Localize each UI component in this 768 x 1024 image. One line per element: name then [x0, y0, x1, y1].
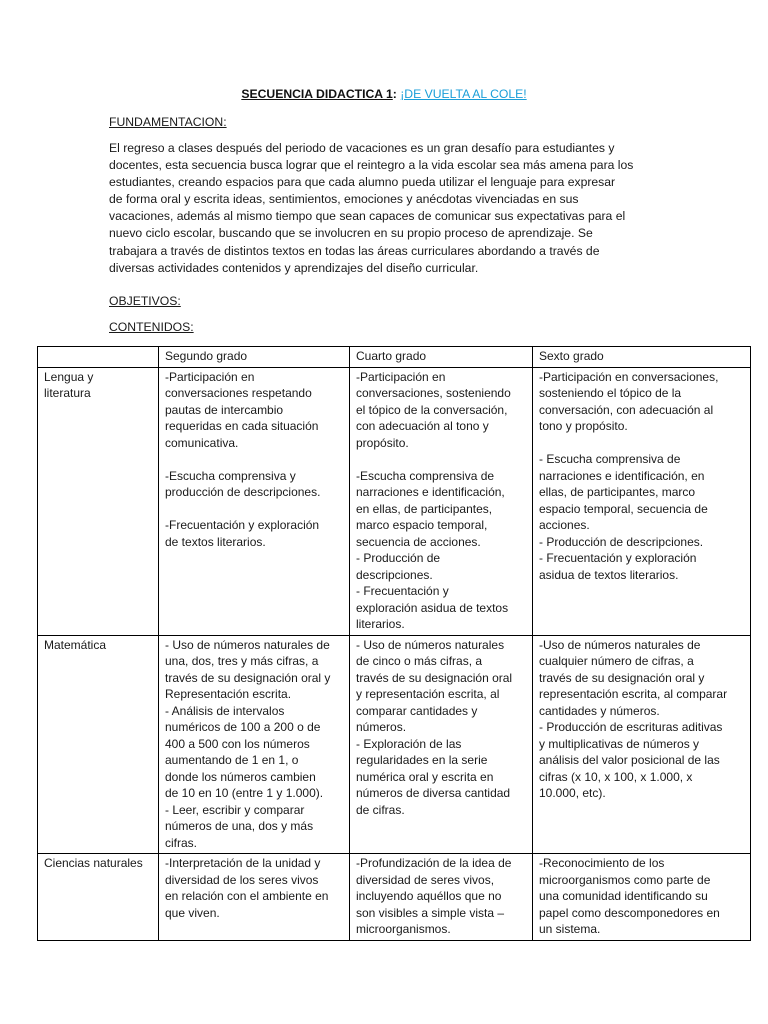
- cell-line: literatura: [44, 386, 91, 400]
- grade-cell-cuarto: [350, 367, 533, 635]
- content-item: [539, 719, 745, 802]
- cell-line: -Frecuentación y exploración: [165, 518, 320, 532]
- paragraph-line: diversas actividades contenidos y aprendizajes del diseño curricular.: [109, 260, 479, 275]
- cell-line: pautas de intercambio: [165, 402, 284, 417]
- grade-cell-cuarto: [350, 854, 533, 941]
- cell-line: ellas, de participantes, marco: [539, 485, 696, 499]
- cell-line: asidua de textos literarios.: [539, 567, 679, 582]
- header-cell-grade: Sexto grado: [533, 347, 751, 368]
- paragraph-line: de forma oral y escrita ideas, sentimientos, emociones y anécdotas vivenciadas en sus: [109, 192, 579, 207]
- cell-line: - Leer, escribir y comparar: [165, 802, 305, 817]
- cell-line: diversidad de los seres vivos: [165, 872, 319, 887]
- cell-line: acciones.: [539, 518, 590, 532]
- content-item: [539, 534, 745, 551]
- cell-line: -Participación en conversaciones,: [539, 369, 719, 384]
- cell-line: conversaciones, sosteniendo: [356, 386, 511, 400]
- cell-line: incluyendo aquéllos que no: [356, 889, 502, 903]
- cell-line: tono y propósito.: [539, 419, 628, 433]
- cell-line: de cifras.: [356, 802, 405, 817]
- cell-line: través de su designación oral y: [539, 670, 705, 685]
- content-item: [165, 703, 344, 802]
- content-item: [165, 855, 344, 921]
- cell-line: -Participación en: [356, 369, 446, 384]
- cell-line: - Uso de números naturales: [356, 637, 505, 652]
- document-title: [0, 86, 768, 102]
- area-cell: [38, 367, 159, 635]
- cell-line: de 10 en 10 (entre 1 y 1.000).: [165, 786, 324, 800]
- fundamentacion-paragraph: [109, 140, 669, 277]
- cell-line: marco espacio temporal,: [356, 518, 488, 532]
- cell-line: producción de descripciones.: [165, 485, 321, 499]
- content-item: [356, 468, 527, 551]
- grade-cell-sexto: [533, 367, 751, 635]
- paragraph-line: trabajara a través de distintos textos en todas las áreas curriculares abordando a través de: [109, 243, 600, 258]
- cell-line: - Exploración de las: [356, 736, 462, 751]
- cell-line: - Escucha comprensiva de: [539, 452, 681, 466]
- cell-line: donde los números cambien: [165, 769, 316, 784]
- content-item: [356, 369, 527, 452]
- grade-cell-segundo: [159, 854, 350, 941]
- paragraph-line: vacaciones, además al mismo tiempo que sean capaces de comunicar sus expectativas para el: [109, 209, 626, 224]
- content-item: [165, 517, 344, 550]
- table-row: [38, 635, 751, 854]
- cell-line: una, dos, tres y más cifras, a: [165, 654, 319, 668]
- cell-line: narraciones e identificación,: [356, 485, 505, 499]
- cell-line: análisis del valor posicional de las: [539, 753, 720, 767]
- paragraph-line: El regreso a clases después del periodo de vacaciones es un gran desafío para estudiantes y: [109, 141, 615, 155]
- content-item: [356, 550, 527, 583]
- cell-line: -Uso de números naturales de: [539, 637, 701, 652]
- cell-line: conversación, con adecuación al: [539, 402, 714, 417]
- cell-line: cantidades y números.: [539, 703, 660, 718]
- blank-line: [165, 501, 344, 518]
- cell-line: narraciones e identificación, en: [539, 468, 705, 483]
- cell-line: numéricos de 100 a 200 o de: [165, 720, 321, 734]
- cell-line: -Participación en: [165, 369, 255, 384]
- cell-line: conversaciones respetando: [165, 386, 312, 400]
- cell-line: - Frecuentación y exploración: [539, 551, 697, 565]
- title-sequence-label: SECUENCIA DIDACTICA 1: [241, 87, 393, 101]
- cell-line: - Producción de escrituras aditivas: [539, 720, 723, 734]
- cell-line: con adecuación al tono y: [356, 419, 489, 433]
- title-theme-link[interactable]: ¡DE VUELTA AL COLE!: [400, 87, 527, 101]
- cell-line: - Uso de números naturales de: [165, 637, 330, 652]
- cell-line: -Interpretación de la unidad y: [165, 856, 321, 870]
- cell-line: que viven.: [165, 905, 220, 920]
- cell-line: requeridas en cada situación: [165, 419, 319, 433]
- grade-cell-sexto: [533, 635, 751, 854]
- content-item: [165, 802, 344, 852]
- grade-cell-sexto: [533, 854, 751, 941]
- cell-line: cifras.: [165, 835, 198, 850]
- paragraph-line: estudiantes, creando espacios para que cada alumno pueda utilizar el lenguaje para expresar: [109, 175, 616, 190]
- objetivos-heading: OBJETIVOS:: [109, 294, 181, 308]
- grade-cell-cuarto: [350, 635, 533, 854]
- content-item: [356, 583, 527, 633]
- grade-cell-segundo: [159, 367, 350, 635]
- cell-line: representación escrita, al comparar: [539, 687, 728, 701]
- cell-line: papel como descomponedores en: [539, 905, 720, 920]
- content-item: [356, 855, 527, 938]
- blank-line: [356, 451, 527, 468]
- cell-line: y multiplicativas de números y: [539, 736, 700, 751]
- grade-cell-segundo: [159, 635, 350, 854]
- cell-line: 400 a 500 con los números: [165, 736, 310, 751]
- cell-line: diversidad de seres vivos,: [356, 872, 495, 887]
- header-cell-empty: [38, 347, 159, 368]
- cell-line: espacio temporal, secuencia de: [539, 501, 708, 516]
- cell-line: y representación escrita, al: [356, 687, 500, 701]
- cell-line: - Frecuentación y: [356, 584, 449, 598]
- cell-line: son visibles a simple vista –: [356, 905, 505, 920]
- cell-line: literarios.: [356, 617, 405, 631]
- cell-line: de textos literarios.: [165, 534, 266, 549]
- cell-line: -Profundización de la idea de: [356, 856, 512, 870]
- cell-line: través de su designación oral: [356, 670, 513, 685]
- cell-line: de cinco o más cifras, a: [356, 654, 483, 668]
- cell-line: Matemática: [44, 637, 107, 652]
- table-row: [38, 367, 751, 635]
- area-cell: [38, 854, 159, 941]
- cell-line: propósito.: [356, 435, 409, 450]
- cell-line: -Escucha comprensiva de: [356, 468, 495, 483]
- contents-table: [37, 346, 751, 941]
- content-item: [539, 451, 745, 534]
- cell-line: números.: [356, 720, 407, 734]
- content-item: [539, 637, 745, 720]
- blank-line: [539, 435, 745, 452]
- content-item: [165, 468, 344, 501]
- paragraph-line: nuevo ciclo escolar, buscando que se involucren en su propio proceso de aprendizaje. Se: [109, 226, 593, 241]
- cell-line: Lengua y: [44, 369, 94, 384]
- cell-line: un sistema.: [539, 922, 601, 936]
- cell-line: en relación con el ambiente en: [165, 889, 329, 903]
- cell-line: una comunidad identificando su: [539, 889, 708, 903]
- cell-line: - Producción de: [356, 551, 441, 565]
- cell-line: el tópico de la conversación,: [356, 402, 508, 417]
- cell-line: Ciencias naturales: [44, 856, 143, 870]
- content-item: [539, 550, 745, 583]
- cell-line: microorganismos como parte de: [539, 872, 711, 887]
- content-item: [165, 369, 344, 452]
- cell-line: secuencia de acciones.: [356, 534, 481, 549]
- title-separator: :: [392, 87, 401, 101]
- cell-line: comunicativa.: [165, 435, 239, 450]
- contents-table-body: [38, 347, 751, 941]
- cell-line: comparar cantidades y: [356, 703, 478, 718]
- contenidos-heading: CONTENIDOS:: [109, 320, 194, 334]
- paragraph-line: docentes, esta secuencia busca lograr que el reintegro a la vida escolar sea más amena para los: [109, 158, 634, 173]
- content-item: [356, 637, 527, 736]
- content-item: [539, 855, 745, 938]
- fundamentacion-heading: FUNDAMENTACION:: [109, 115, 227, 129]
- cell-line: microorganismos.: [356, 922, 451, 936]
- header-cell-grade: Cuarto grado: [350, 347, 533, 368]
- cell-line: cualquier número de cifras, a: [539, 654, 694, 668]
- cell-line: cifras (x 10, x 100, x 1.000, x: [539, 769, 693, 784]
- content-item: [539, 369, 745, 435]
- cell-line: - Producción de descripciones.: [539, 534, 704, 549]
- cell-line: -Escucha comprensiva y: [165, 468, 296, 483]
- table-header-row: [38, 347, 751, 368]
- cell-line: través de su designación oral y: [165, 670, 331, 685]
- cell-line: descripciones.: [356, 567, 433, 582]
- cell-line: Representación escrita.: [165, 687, 292, 701]
- blank-line: [165, 451, 344, 468]
- cell-line: aumentando de 1 en 1, o: [165, 753, 299, 767]
- cell-line: sosteniendo el tópico de la: [539, 386, 682, 400]
- cell-line: números de una, dos y más: [165, 819, 314, 833]
- cell-line: - Análisis de intervalos: [165, 703, 285, 718]
- cell-line: números de diversa cantidad: [356, 786, 511, 800]
- cell-line: en ellas, de participantes,: [356, 501, 493, 516]
- header-cell-grade: Segundo grado: [159, 347, 350, 368]
- cell-line: regularidades en la serie: [356, 753, 488, 767]
- table-row: [38, 854, 751, 941]
- cell-line: exploración asidua de textos: [356, 600, 509, 615]
- cell-line: numérica oral y escrita en: [356, 769, 494, 784]
- content-item: [356, 736, 527, 819]
- content-item: [165, 637, 344, 703]
- area-cell: [38, 635, 159, 854]
- cell-line: 10.000, etc).: [539, 786, 606, 800]
- cell-line: -Reconocimiento de los: [539, 856, 665, 870]
